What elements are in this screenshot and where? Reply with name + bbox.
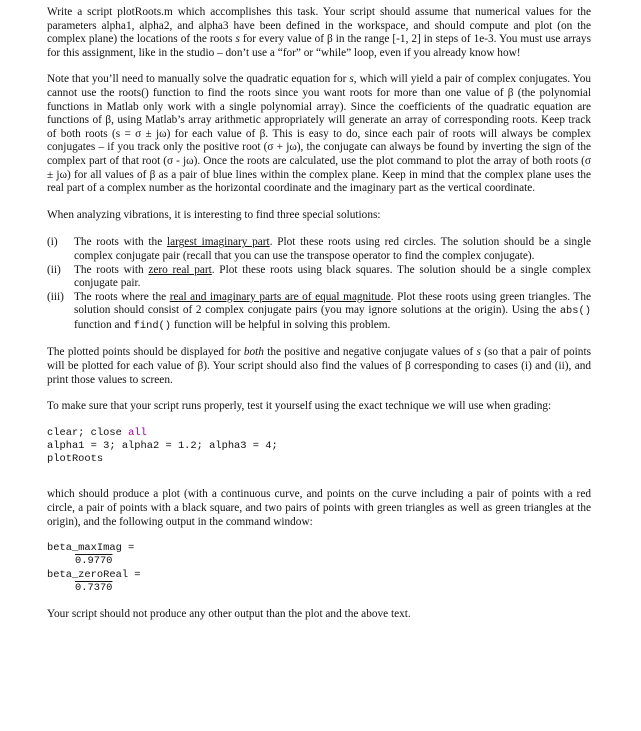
special-solutions-list: [47, 236, 591, 333]
expected-output-block: beta_maxImag = 0.9770 beta_zeroReal = 0.7370: [47, 542, 141, 594]
testing-paragraph: To make sure that your script runs properly, test it yourself using the exact technique we will use when grading:: [47, 400, 552, 413]
list-item: (i) The roots with the largest imaginary part. Plot these roots using red circles. The solution should be a single complex conjugate pair (recall that you can use the transpose operator to find the complex conjugate).: [47, 236, 592, 262]
closing-paragraph: Your script should not produce any other output than the plot and the above text.: [47, 608, 411, 621]
test-code-block: clear; close all alpha1 = 3; alpha2 = 1.2; alpha3 = 4; plotRoots: [47, 426, 278, 466]
intro-paragraph: Write a script plotRoots.m which accomplishes this task. Your script should assume that numerical values for the parameters alpha1, alpha2, and alpha3 have been defined in the workspace, and should compute and plot (on the complex plane) the locations of the roots s for every value of β in the range [-1, 2] in steps of 1e-3. You must use arrays for this assignment, like in the studio – don’t use a “for” or “while” loop, even if you already know how!: [47, 6, 591, 59]
list-item: (iii) The roots where the real and imaginary parts are of equal magnitude. Plot these roots using green triangles. The solution should consist of 2 complex conjugate pairs (you may ignore solutions at the origin). Using the abs() function and find() function will be helpful in solving this problem.: [47, 290, 591, 332]
expected-plot-paragraph: which should produce a plot (with a continuous curve, and points on the curve including a pair of points with a red circle, a pair of points with a black square, and two pairs of points with green triangles as well as green triangles at the origin), and the following output in the command window:: [47, 488, 591, 528]
assignment-document: [47, 6, 591, 622]
quadratic-note-paragraph: Note that you’ll need to manually solve the quadratic equation for s, which will yield a pair of complex conjugates. You cannot use the roots() function to find the roots since you want roots for more than one value of β (the polynomial functions in Matlab only work with a single polynomial array). Since the coefficients of the quadratic equation are functions of β, using Matlab’s array arithmetic appropriately will generate an array of corresponding roots. Keep track of both roots (s = σ ± jω) for each value of β. This is easy to do, since each pair of roots will always be complex conjugates – if you track only the positive root (σ + jω), the conjugate can always be found by inverting the sign of the complex part of that root (σ - jω). Once the roots are calculated, use the plot command to plot the array of both roots (σ ± jω) for all values of β as a pair of blue lines within the complex plane. Keep in mind that the complex plane uses the real part of a complex number as the horizontal coordinate and the imaginary part as the vertical coordinate.: [47, 73, 591, 195]
conjugate-display-paragraph: The plotted points should be displayed for both the positive and negative conjugate values of s (so that a pair of points will be plotted for each value of β). Your script should also find the values of β corresponding to cases (i) and (ii), and print those values to screen.: [47, 346, 591, 386]
list-item: (ii) The roots with zero real part. Plot these roots using black squares. The solution should be a single complex conjugate pair.: [47, 263, 591, 290]
special-solutions-intro: When analyzing vibrations, it is interesting to find three special solutions:: [47, 208, 381, 221]
